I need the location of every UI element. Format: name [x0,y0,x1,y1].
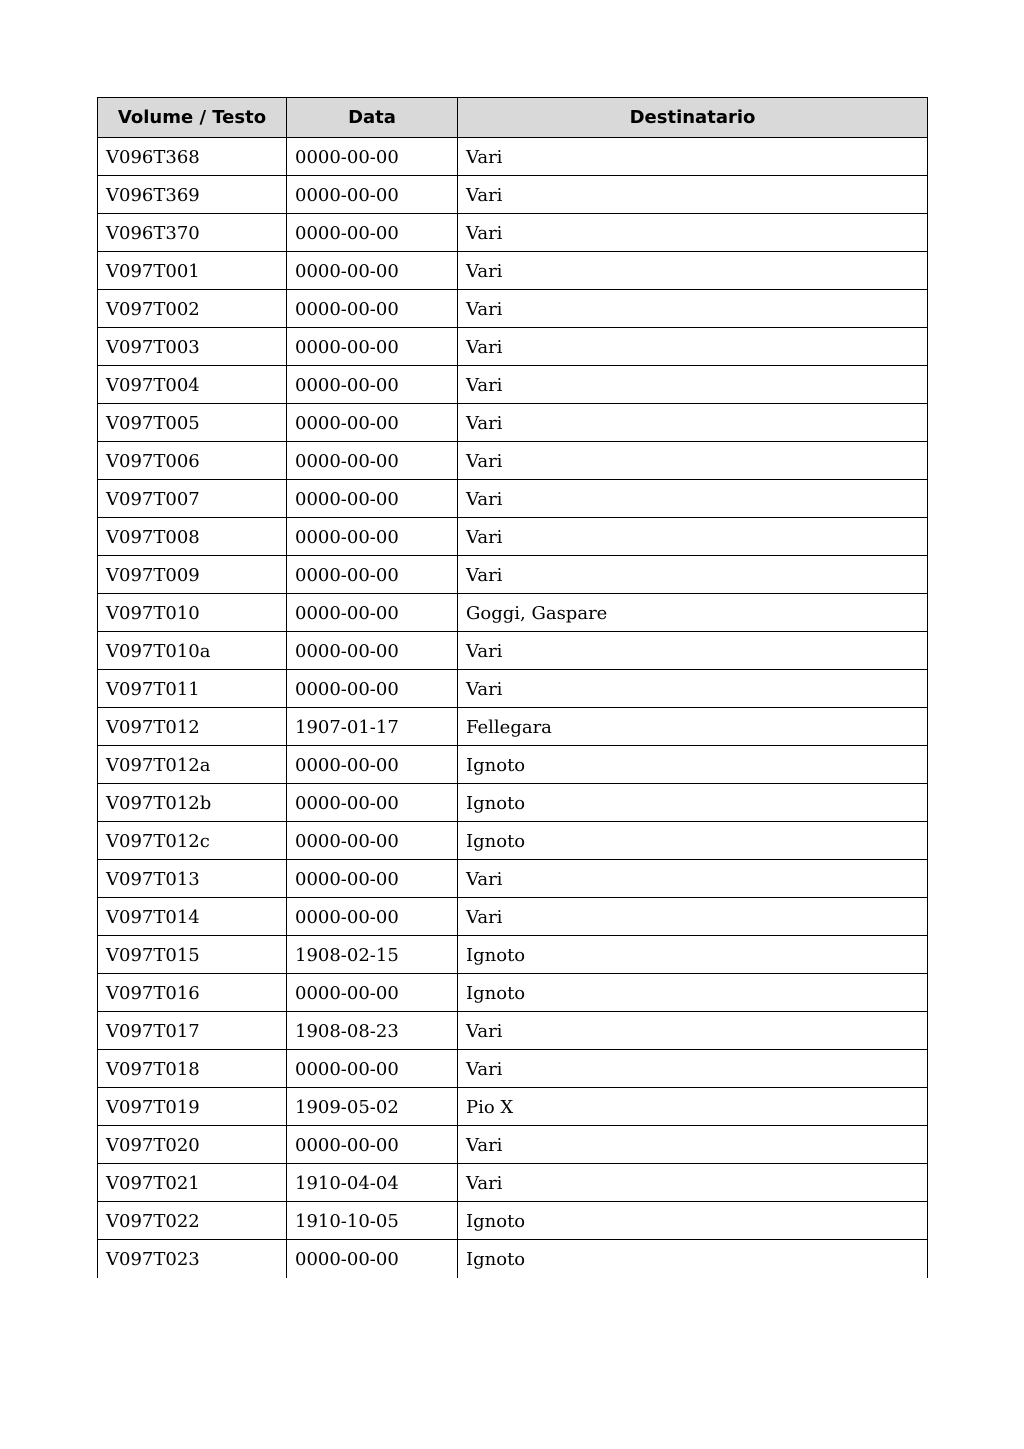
cell-destinatario: Vari [458,1164,928,1202]
cell-destinatario: Vari [458,1012,928,1050]
cell-volume-testo: V097T012a [98,746,287,784]
cell-volume-testo: V097T012 [98,708,287,746]
cell-destinatario: Ignoto [458,936,928,974]
cell-volume-testo: V096T368 [98,138,287,176]
table-row [98,1202,928,1240]
table-row [98,518,928,556]
column-header-data: Data [287,98,458,138]
cell-destinatario: Ignoto [458,746,928,784]
table-row [98,1164,928,1202]
cell-volume-testo: V097T002 [98,290,287,328]
cell-destinatario: Vari [458,328,928,366]
cell-volume-testo: V097T006 [98,442,287,480]
table-row [98,290,928,328]
cell-destinatario: Vari [458,1126,928,1164]
cell-volume-testo: V097T007 [98,480,287,518]
cell-volume-testo: V097T010 [98,594,287,632]
cell-destinatario: Vari [458,290,928,328]
table-row [98,1088,928,1126]
column-header-destinatario: Destinatario [458,98,928,138]
cell-volume-testo: V096T370 [98,214,287,252]
cell-data: 0000-00-00 [287,594,458,632]
table-row [98,1050,928,1088]
table-row [98,860,928,898]
cell-destinatario: Vari [458,632,928,670]
cell-data: 0000-00-00 [287,442,458,480]
cell-volume-testo: V097T019 [98,1088,287,1126]
cell-destinatario: Vari [458,556,928,594]
table-row [98,746,928,784]
table-row [98,670,928,708]
table-row [98,138,928,176]
table-row [98,214,928,252]
cell-destinatario: Vari [458,214,928,252]
table-row [98,176,928,214]
table-row [98,784,928,822]
cell-destinatario: Fellegara [458,708,928,746]
cell-destinatario: Ignoto [458,784,928,822]
cell-destinatario: Ignoto [458,974,928,1012]
cell-volume-testo: V097T020 [98,1126,287,1164]
cell-data: 0000-00-00 [287,138,458,176]
cell-volume-testo: V097T018 [98,1050,287,1088]
cell-data: 0000-00-00 [287,214,458,252]
cell-data: 1908-02-15 [287,936,458,974]
cell-data: 0000-00-00 [287,518,458,556]
cell-data: 0000-00-00 [287,328,458,366]
cell-volume-testo: V097T012c [98,822,287,860]
table-row [98,404,928,442]
cell-destinatario: Pio X [458,1088,928,1126]
cell-volume-testo: V097T008 [98,518,287,556]
cell-data: 1907-01-17 [287,708,458,746]
cell-destinatario: Vari [458,670,928,708]
cell-volume-testo: V097T003 [98,328,287,366]
table-row [98,480,928,518]
header-row [98,98,928,138]
cell-volume-testo: V097T009 [98,556,287,594]
cell-volume-testo: V097T015 [98,936,287,974]
cell-data: 0000-00-00 [287,746,458,784]
cell-data: 0000-00-00 [287,290,458,328]
cell-volume-testo: V097T014 [98,898,287,936]
cell-data: 0000-00-00 [287,1240,458,1278]
cell-volume-testo: V096T369 [98,176,287,214]
cell-destinatario: Vari [458,176,928,214]
cell-destinatario: Vari [458,898,928,936]
table-row [98,822,928,860]
cell-destinatario: Vari [458,366,928,404]
cell-destinatario: Ignoto [458,822,928,860]
table-row [98,898,928,936]
cell-data: 0000-00-00 [287,366,458,404]
cell-destinatario: Ignoto [458,1202,928,1240]
cell-destinatario: Vari [458,1050,928,1088]
cell-volume-testo: V097T013 [98,860,287,898]
cell-data: 0000-00-00 [287,860,458,898]
cell-data: 0000-00-00 [287,632,458,670]
cell-data: 0000-00-00 [287,974,458,1012]
cell-volume-testo: V097T001 [98,252,287,290]
cell-data: 0000-00-00 [287,784,458,822]
table-row [98,974,928,1012]
table-row [98,328,928,366]
cell-destinatario: Vari [458,442,928,480]
cell-data: 0000-00-00 [287,480,458,518]
cell-volume-testo: V097T004 [98,366,287,404]
table-body [98,138,928,1278]
column-header-volume-testo: Volume / Testo [98,98,287,138]
cell-destinatario: Vari [458,138,928,176]
cell-destinatario: Vari [458,518,928,556]
table-row [98,936,928,974]
cell-data: 1910-04-04 [287,1164,458,1202]
cell-volume-testo: V097T010a [98,632,287,670]
cell-volume-testo: V097T011 [98,670,287,708]
table-row [98,556,928,594]
cell-data: 0000-00-00 [287,404,458,442]
cell-data: 0000-00-00 [287,670,458,708]
table-row [98,366,928,404]
table-row [98,708,928,746]
cell-data: 0000-00-00 [287,898,458,936]
table-row [98,252,928,290]
table-row [98,1240,928,1278]
cell-data: 0000-00-00 [287,822,458,860]
cell-volume-testo: V097T016 [98,974,287,1012]
table-row [98,632,928,670]
cell-data: 1910-10-05 [287,1202,458,1240]
cell-volume-testo: V097T005 [98,404,287,442]
cell-destinatario: Ignoto [458,1240,928,1278]
cell-data: 1908-08-23 [287,1012,458,1050]
cell-data: 0000-00-00 [287,1126,458,1164]
cell-volume-testo: V097T017 [98,1012,287,1050]
cell-data: 0000-00-00 [287,176,458,214]
cell-destinatario: Vari [458,480,928,518]
cell-destinatario: Vari [458,404,928,442]
table-row [98,594,928,632]
cell-destinatario: Vari [458,252,928,290]
cell-data: 1909-05-02 [287,1088,458,1126]
cell-data: 0000-00-00 [287,252,458,290]
table-row [98,1012,928,1050]
cell-volume-testo: V097T012b [98,784,287,822]
cell-data: 0000-00-00 [287,556,458,594]
records-table [97,97,928,1278]
cell-volume-testo: V097T022 [98,1202,287,1240]
table-row [98,442,928,480]
cell-destinatario: Vari [458,860,928,898]
cell-data: 0000-00-00 [287,1050,458,1088]
table-row [98,1126,928,1164]
cell-volume-testo: V097T021 [98,1164,287,1202]
cell-volume-testo: V097T023 [98,1240,287,1278]
cell-destinatario: Goggi, Gaspare [458,594,928,632]
table-header [98,98,928,138]
